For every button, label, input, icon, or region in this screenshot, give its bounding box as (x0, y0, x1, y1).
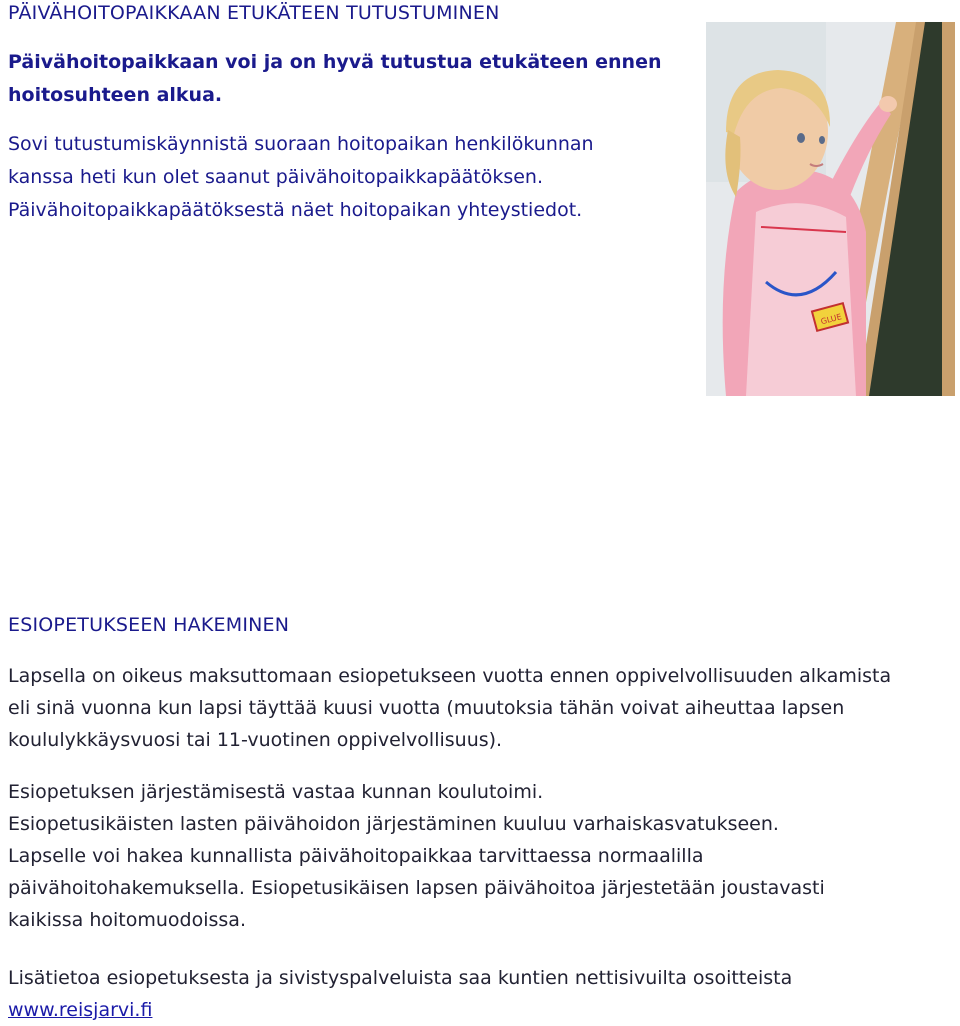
section-heading-preschool: ESIOPETUKSEEN HAKEMINEN (8, 614, 290, 636)
paragraph-line: Esiopetuksen järjestämisestä vastaa kunnan koulutoimi. (8, 781, 544, 803)
paragraph-line: eli sinä vuonna kun lapsi täyttää kuusi vuotta (muutoksia tähän voivat aiheuttaa lapsen (8, 697, 845, 719)
child-at-easel-illustration (706, 22, 955, 396)
preschool-organization-paragraph (8, 776, 948, 936)
visit-paragraph (8, 128, 594, 227)
child-painting-photo (706, 22, 955, 396)
intro-line: Päivähoitopaikkaan voi ja on hyvä tutustua etukäteen ennen (8, 51, 662, 73)
glue-label: GLUE (819, 312, 843, 327)
paragraph-line: Lapsella on oikeus maksuttomaan esiopetukseen vuotta ennen oppivelvollisuuden alkamista (8, 665, 892, 687)
paragraph-line: Esiopetusikäisten lasten päivähoidon järjestäminen kuuluu varhaiskasvatukseen. (8, 813, 779, 835)
intro-line: hoitosuhteen alkua. (8, 84, 223, 106)
paragraph-line: koululykkäysvuosi tai 11-vuotinen oppivelvollisuus). (8, 729, 503, 751)
visit-line: kanssa heti kun olet saanut päivähoitopaikkapäätöksen. (8, 166, 543, 188)
intro-paragraph (8, 46, 662, 112)
paragraph-line: Lapselle voi hakea kunnallista päivähoitopaikkaa tarvittaessa normaalilla (8, 845, 704, 867)
reisjarvi-website-link[interactable]: www.reisjarvi.fi (8, 999, 153, 1021)
paragraph-line: kaikissa hoitomuodoissa. (8, 909, 246, 931)
paragraph-line: päivähoitohakemuksella. Esiopetusikäisen lapsen päivähoitoa järjestetään joustavasti (8, 877, 825, 899)
section-heading-daycare-visit: PÄIVÄHOITOPAIKKAAN ETUKÄTEEN TUTUSTUMINEN (8, 2, 500, 24)
visit-line: Päivähoitopaikkapäätöksestä näet hoitopaikan yhteystiedot. (8, 199, 583, 221)
more-info-paragraph (8, 962, 948, 1026)
visit-line: Sovi tutustumiskäynnistä suoraan hoitopaikan henkilökunnan (8, 133, 594, 155)
preschool-rights-paragraph (8, 660, 948, 756)
paragraph-line: Lisätietoa esiopetuksesta ja sivistyspalveluista saa kuntien nettisivuilta osoitteista (8, 967, 793, 989)
